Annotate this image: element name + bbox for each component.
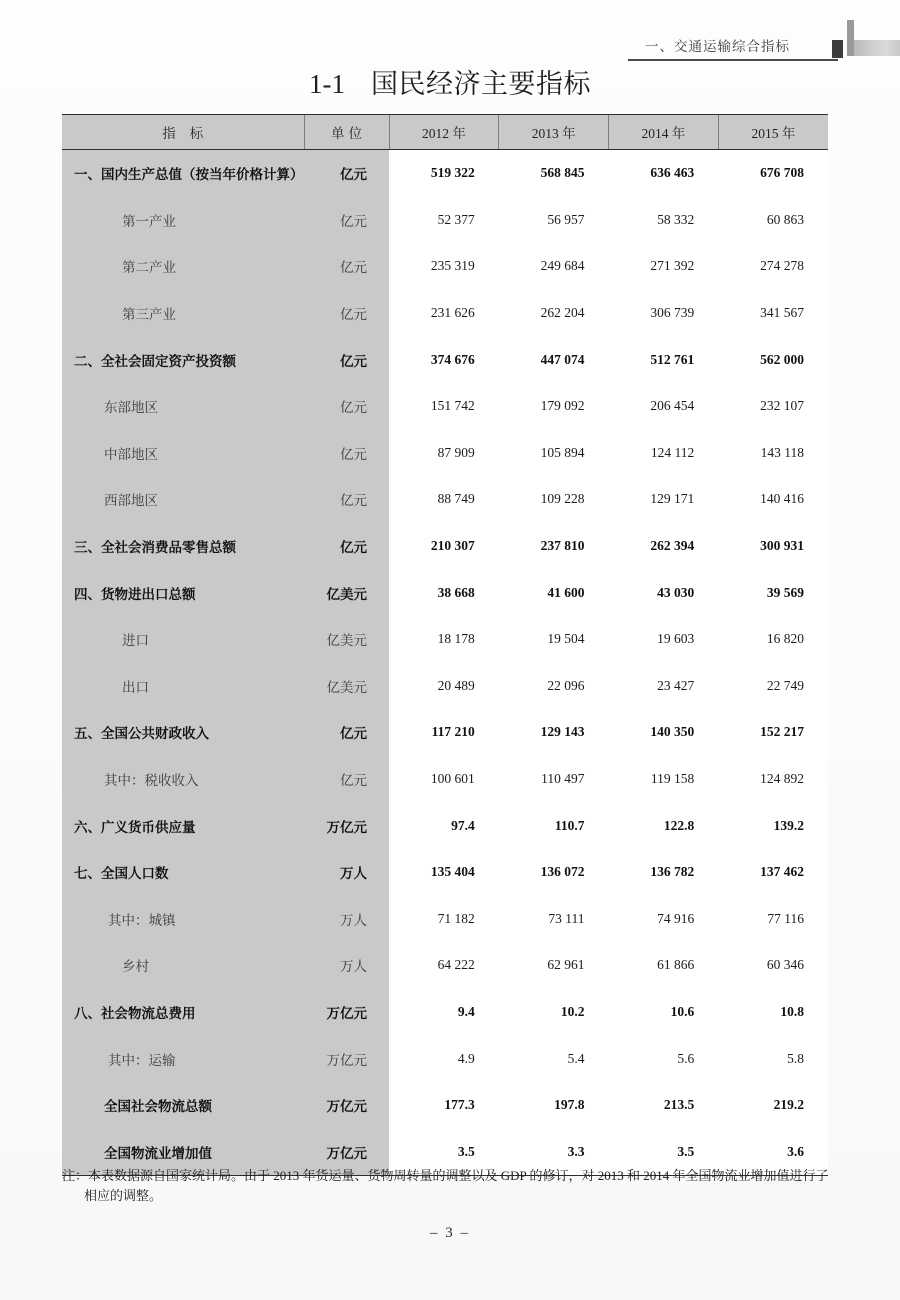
row-value: 124 892 bbox=[718, 756, 828, 803]
table-row bbox=[62, 709, 828, 756]
table-row bbox=[62, 896, 828, 943]
row-value: 341 567 bbox=[718, 290, 828, 337]
row-label-text: 其中：城镇 bbox=[108, 912, 176, 928]
row-value: 5.8 bbox=[718, 1035, 828, 1082]
table-row bbox=[62, 243, 828, 290]
row-value: 64 222 bbox=[389, 942, 499, 989]
row-value: 60 346 bbox=[718, 942, 828, 989]
table-row bbox=[62, 616, 828, 663]
row-value: 18 178 bbox=[389, 616, 499, 663]
row-unit: 亿元 bbox=[304, 756, 389, 803]
row-label-text: 七、全国人口数 bbox=[74, 866, 169, 882]
row-label-text: 第三产业 bbox=[122, 307, 176, 323]
row-label bbox=[62, 430, 304, 477]
row-label bbox=[62, 290, 304, 337]
row-unit: 亿元 bbox=[304, 197, 389, 244]
table-row bbox=[62, 336, 828, 383]
table-row bbox=[62, 756, 828, 803]
row-value: 3.6 bbox=[718, 1128, 828, 1175]
running-head-square-marker bbox=[832, 40, 843, 58]
column-header-year-2012: 2012 年 bbox=[389, 115, 499, 150]
row-label bbox=[62, 1082, 304, 1129]
row-value: 374 676 bbox=[389, 336, 499, 383]
column-header-year-2015: 2015 年 bbox=[718, 115, 828, 150]
table-row bbox=[62, 849, 828, 896]
row-value: 39 569 bbox=[718, 569, 828, 616]
table-row bbox=[62, 802, 828, 849]
row-value: 97.4 bbox=[389, 802, 499, 849]
row-value: 143 118 bbox=[718, 430, 828, 477]
column-header-year-2014: 2014 年 bbox=[609, 115, 719, 150]
row-value: 249 684 bbox=[499, 243, 609, 290]
row-value: 10.6 bbox=[609, 989, 719, 1036]
page-number: – 3 – bbox=[430, 1225, 470, 1241]
row-value: 274 278 bbox=[718, 243, 828, 290]
row-value: 74 916 bbox=[609, 896, 719, 943]
row-value: 139.2 bbox=[718, 802, 828, 849]
row-value: 38 668 bbox=[389, 569, 499, 616]
table-row bbox=[62, 476, 828, 523]
running-head-tick-marker bbox=[847, 20, 854, 56]
row-unit: 亿元 bbox=[304, 523, 389, 570]
row-value: 237 810 bbox=[499, 523, 609, 570]
row-label-text: 五、全国公共财政收入 bbox=[74, 726, 209, 742]
row-unit: 亿元 bbox=[304, 290, 389, 337]
row-unit: 亿美元 bbox=[304, 663, 389, 710]
row-unit: 亿元 bbox=[304, 150, 389, 197]
row-value: 140 416 bbox=[718, 476, 828, 523]
row-value: 562 000 bbox=[718, 336, 828, 383]
row-value: 110 497 bbox=[499, 756, 609, 803]
running-head-rule bbox=[628, 59, 838, 61]
row-value: 232 107 bbox=[718, 383, 828, 430]
row-label bbox=[62, 896, 304, 943]
column-header-year-2013: 2013 年 bbox=[499, 115, 609, 150]
row-value: 43 030 bbox=[609, 569, 719, 616]
row-unit: 万亿元 bbox=[304, 1035, 389, 1082]
column-header-unit: 单 位 bbox=[304, 115, 389, 150]
row-unit: 亿元 bbox=[304, 243, 389, 290]
row-value: 235 319 bbox=[389, 243, 499, 290]
row-unit: 万亿元 bbox=[304, 1082, 389, 1129]
row-label-text: 全国社会物流总额 bbox=[104, 1099, 212, 1115]
row-label bbox=[62, 663, 304, 710]
row-label-text: 第一产业 bbox=[122, 213, 176, 229]
row-label bbox=[62, 569, 304, 616]
row-label-text: 乡村 bbox=[122, 959, 149, 975]
row-value: 100 601 bbox=[389, 756, 499, 803]
row-value: 20 489 bbox=[389, 663, 499, 710]
running-head-gradient-bar bbox=[854, 40, 900, 56]
table-row bbox=[62, 569, 828, 616]
row-label bbox=[62, 616, 304, 663]
column-header-indicator: 指 标 bbox=[62, 115, 304, 150]
row-label bbox=[62, 802, 304, 849]
table-note bbox=[62, 1166, 842, 1206]
table-title-name: 国民经济主要指标 bbox=[371, 69, 591, 99]
row-label bbox=[62, 476, 304, 523]
row-unit: 万亿元 bbox=[304, 989, 389, 1036]
table-row bbox=[62, 523, 828, 570]
row-value: 4.9 bbox=[389, 1035, 499, 1082]
row-unit: 亿元 bbox=[304, 336, 389, 383]
row-label bbox=[62, 383, 304, 430]
row-value: 206 454 bbox=[609, 383, 719, 430]
row-value: 19 504 bbox=[499, 616, 609, 663]
row-value: 177.3 bbox=[389, 1082, 499, 1129]
row-value: 62 961 bbox=[499, 942, 609, 989]
row-value: 135 404 bbox=[389, 849, 499, 896]
row-label-text: 第二产业 bbox=[122, 260, 176, 276]
table-row bbox=[62, 663, 828, 710]
row-value: 136 072 bbox=[499, 849, 609, 896]
table-header-row bbox=[62, 115, 828, 150]
row-value: 22 096 bbox=[499, 663, 609, 710]
row-unit: 亿元 bbox=[304, 476, 389, 523]
row-value: 3.5 bbox=[389, 1128, 499, 1175]
table-row bbox=[62, 989, 828, 1036]
row-unit: 亿元 bbox=[304, 383, 389, 430]
row-unit: 万人 bbox=[304, 849, 389, 896]
row-value: 179 092 bbox=[499, 383, 609, 430]
row-label-text: 进口 bbox=[122, 633, 149, 649]
row-label bbox=[62, 756, 304, 803]
row-value: 73 111 bbox=[499, 896, 609, 943]
row-value: 262 394 bbox=[609, 523, 719, 570]
row-value: 300 931 bbox=[718, 523, 828, 570]
row-value: 22 749 bbox=[718, 663, 828, 710]
row-value: 77 116 bbox=[718, 896, 828, 943]
row-label bbox=[62, 989, 304, 1036]
row-value: 5.6 bbox=[609, 1035, 719, 1082]
row-label-text: 西部地区 bbox=[104, 493, 158, 509]
row-value: 56 957 bbox=[499, 197, 609, 244]
statistics-table-container bbox=[62, 114, 828, 1176]
row-value: 88 749 bbox=[389, 476, 499, 523]
row-value: 10.2 bbox=[499, 989, 609, 1036]
table-head bbox=[62, 115, 828, 150]
table-row bbox=[62, 430, 828, 477]
row-value: 129 143 bbox=[499, 709, 609, 756]
row-value: 262 204 bbox=[499, 290, 609, 337]
row-label bbox=[62, 336, 304, 383]
row-value: 10.8 bbox=[718, 989, 828, 1036]
row-value: 60 863 bbox=[718, 197, 828, 244]
row-label-text: 其中：税收收入 bbox=[104, 773, 199, 789]
row-unit: 万人 bbox=[304, 896, 389, 943]
row-value: 447 074 bbox=[499, 336, 609, 383]
row-label bbox=[62, 197, 304, 244]
row-unit: 万亿元 bbox=[304, 802, 389, 849]
row-value: 519 322 bbox=[389, 150, 499, 197]
row-label-text: 全国物流业增加值 bbox=[104, 1145, 212, 1161]
row-label-text: 八、社会物流总费用 bbox=[74, 1005, 196, 1021]
row-unit: 万人 bbox=[304, 942, 389, 989]
row-label-text: 东部地区 bbox=[104, 400, 158, 416]
table-row bbox=[62, 197, 828, 244]
table-body bbox=[62, 150, 828, 1176]
row-value: 213.5 bbox=[609, 1082, 719, 1129]
row-value: 137 462 bbox=[718, 849, 828, 896]
row-label-text: 出口 bbox=[122, 679, 149, 695]
table-number: 1-1 bbox=[309, 69, 345, 99]
row-value: 197.8 bbox=[499, 1082, 609, 1129]
table-row bbox=[62, 150, 828, 197]
statistics-table bbox=[62, 114, 828, 1176]
row-value: 122.8 bbox=[609, 802, 719, 849]
row-unit: 万亿元 bbox=[304, 1128, 389, 1175]
row-unit: 亿美元 bbox=[304, 569, 389, 616]
row-value: 152 217 bbox=[718, 709, 828, 756]
table-row bbox=[62, 1082, 828, 1129]
row-value: 109 228 bbox=[499, 476, 609, 523]
row-label-text: 六、广义货币供应量 bbox=[74, 819, 196, 835]
table-row bbox=[62, 290, 828, 337]
row-unit: 亿元 bbox=[304, 709, 389, 756]
row-unit: 亿元 bbox=[304, 430, 389, 477]
row-value: 9.4 bbox=[389, 989, 499, 1036]
row-value: 23 427 bbox=[609, 663, 719, 710]
row-value: 105 894 bbox=[499, 430, 609, 477]
row-label-text: 中部地区 bbox=[104, 446, 158, 462]
table-row bbox=[62, 383, 828, 430]
row-value: 71 182 bbox=[389, 896, 499, 943]
row-label bbox=[62, 709, 304, 756]
row-label bbox=[62, 942, 304, 989]
row-label-text: 四、货物进出口总额 bbox=[74, 586, 196, 602]
row-value: 140 350 bbox=[609, 709, 719, 756]
row-value: 210 307 bbox=[389, 523, 499, 570]
row-value: 151 742 bbox=[389, 383, 499, 430]
row-value: 136 782 bbox=[609, 849, 719, 896]
row-label bbox=[62, 243, 304, 290]
row-value: 219.2 bbox=[718, 1082, 828, 1129]
row-value: 231 626 bbox=[389, 290, 499, 337]
row-value: 19 603 bbox=[609, 616, 719, 663]
row-value: 41 600 bbox=[499, 569, 609, 616]
row-value: 271 392 bbox=[609, 243, 719, 290]
row-value: 110.7 bbox=[499, 802, 609, 849]
row-value: 5.4 bbox=[499, 1035, 609, 1082]
row-label bbox=[62, 150, 304, 197]
table-row bbox=[62, 1035, 828, 1082]
row-value: 124 112 bbox=[609, 430, 719, 477]
note-line-2: 相应的调整。 bbox=[84, 1188, 163, 1203]
row-value: 87 909 bbox=[389, 430, 499, 477]
row-value: 117 210 bbox=[389, 709, 499, 756]
row-value: 636 463 bbox=[609, 150, 719, 197]
row-value: 119 158 bbox=[609, 756, 719, 803]
row-unit: 亿美元 bbox=[304, 616, 389, 663]
note-line-1: 注：本表数据源自国家统计局。由于 2013 年货运量、货物周转量的调整以及 GDP 的修订，对 2013 和 2014 年全国物流业增加值进行了 bbox=[62, 1168, 829, 1183]
page-title bbox=[0, 62, 900, 101]
row-label bbox=[62, 849, 304, 896]
row-value: 61 866 bbox=[609, 942, 719, 989]
row-label bbox=[62, 523, 304, 570]
table-row bbox=[62, 942, 828, 989]
row-value: 3.5 bbox=[609, 1128, 719, 1175]
row-label bbox=[62, 1035, 304, 1082]
running-head-text: 一、交通运输综合指标 bbox=[645, 39, 790, 55]
row-label-text: 一、国内生产总值（按当年价格计算） bbox=[74, 167, 304, 183]
row-label-text: 三、全社会消费品零售总额 bbox=[74, 540, 236, 556]
row-value: 58 332 bbox=[609, 197, 719, 244]
row-value: 306 739 bbox=[609, 290, 719, 337]
row-value: 52 377 bbox=[389, 197, 499, 244]
row-value: 676 708 bbox=[718, 150, 828, 197]
row-value: 568 845 bbox=[499, 150, 609, 197]
row-value: 512 761 bbox=[609, 336, 719, 383]
row-value: 16 820 bbox=[718, 616, 828, 663]
row-label-text: 二、全社会固定资产投资额 bbox=[74, 353, 236, 369]
row-value: 3.3 bbox=[499, 1128, 609, 1175]
row-value: 129 171 bbox=[609, 476, 719, 523]
row-label-text: 其中：运输 bbox=[108, 1052, 176, 1068]
